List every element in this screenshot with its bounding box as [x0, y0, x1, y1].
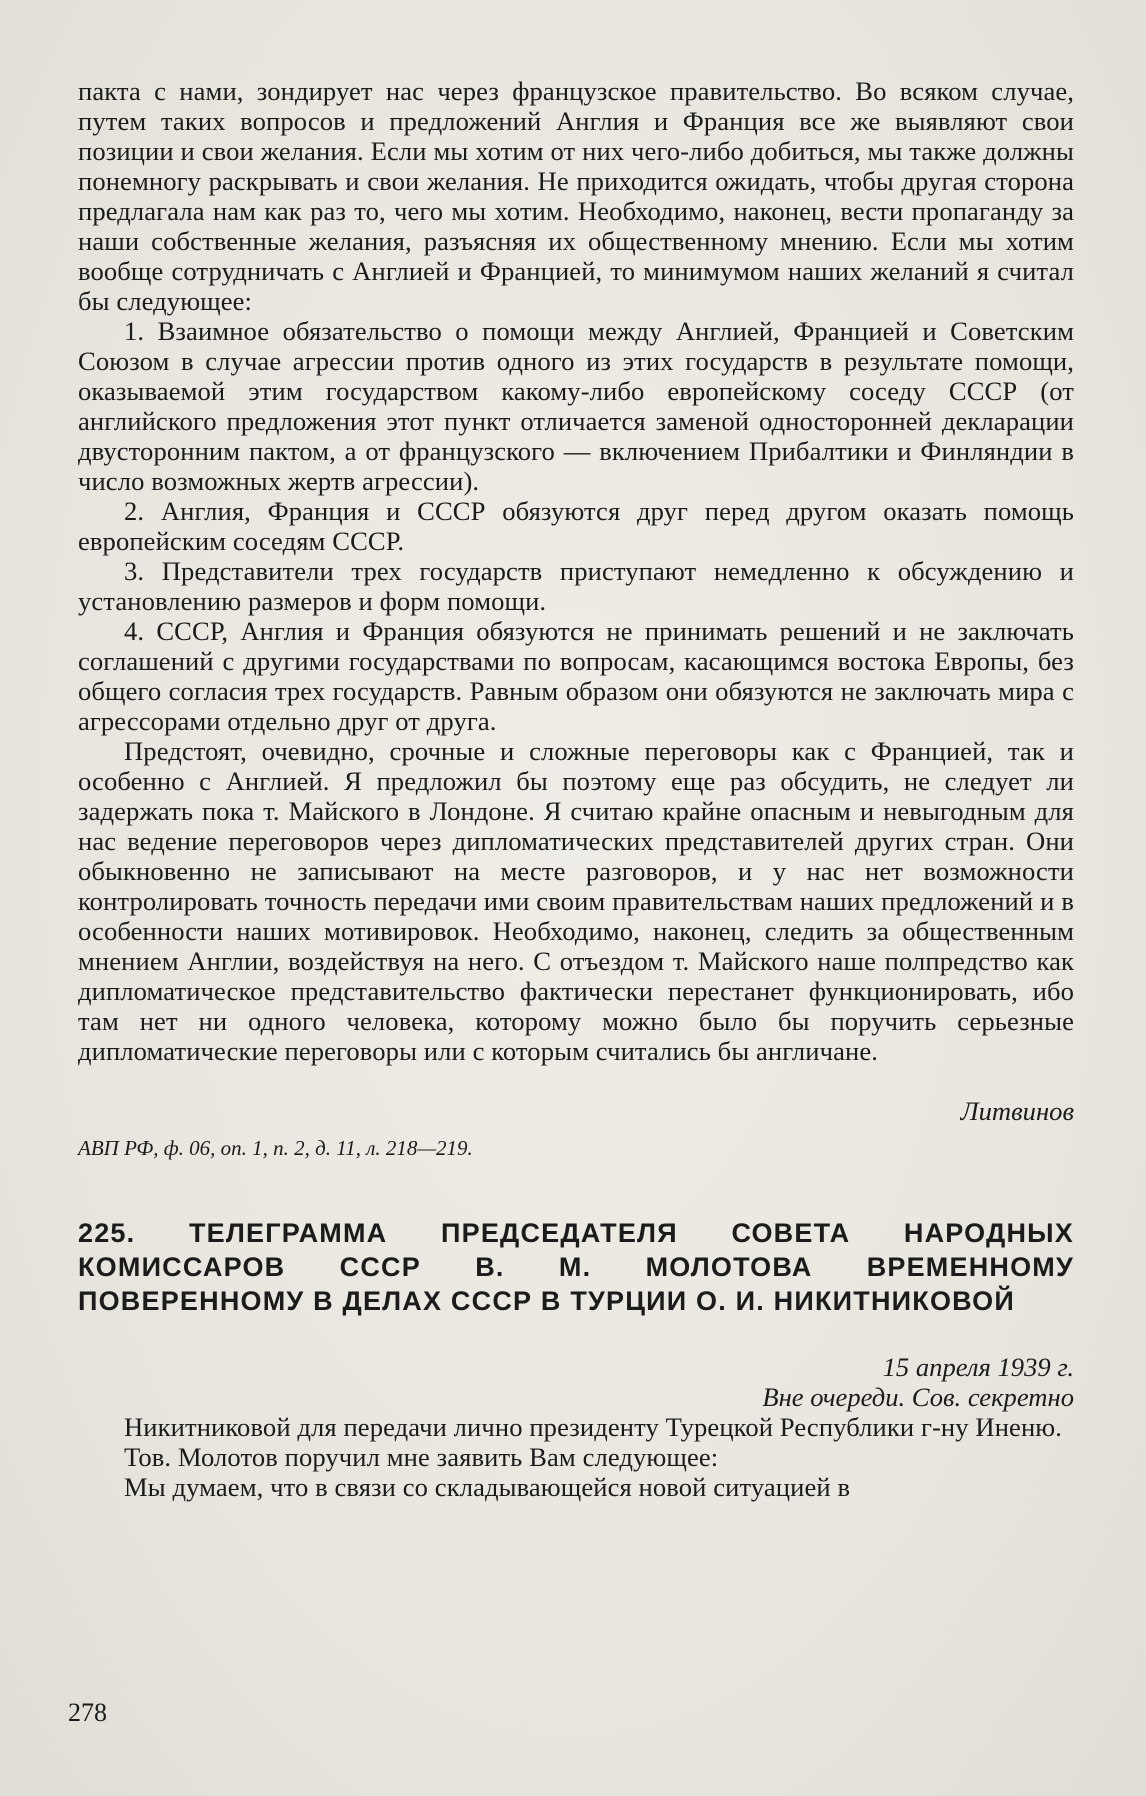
list-item: 2. Англия, Франция и СССР обязуются друг перед другом оказать помощь европейским соседям СССР. — [78, 496, 1074, 556]
text-column — [78, 76, 1074, 1502]
classification-mark: Вне очереди. Сов. секретно — [762, 1382, 1074, 1412]
addressee: Никитниковой для передачи лично президенту Турецкой Республики г-ну Иненю. — [124, 1412, 1062, 1442]
document-date: 15 апреля 1939 г. — [882, 1352, 1074, 1382]
closing-paragraph: Предстоят, очевидно, срочные и сложные переговоры как с Францией, так и особенно с Англией. Я предложил бы поэтому еще раз обсудить, не следует ли задержать пока т. Майского в Лондоне. Я считаю крайне опасным и невыгодным для нас ведение переговоров через дипломатических представителей других стран. Они обыкновенно не записывают на месте разговоров, и у нас нет возможности контролировать точность передачи ими своим правительствам наших предложений и в особенности наших мотивировок. Необходимо, наконец, следить за общественным мнением Англии, воздействуя на него. С отъездом т. Майского наше полпредство как дипломатическое представительство фактически перестанет функционировать, ибо там нет ни одного человека, которому можно было бы поручить серьезные дипломатические переговоры или с которым считались бы англичане. — [78, 736, 1074, 1066]
signature: Литвинов — [960, 1096, 1074, 1126]
list-item: 1. Взаимное обязательство о помощи между Англией, Францией и Советским Союзом в случае агрессии против одного из этих государств в результате помощи, оказываемой этим государством какому-либо европейскому соседу СССР (от английского предложения этот пункт отличается заменой односторонней декларации двусторонним пактом, а от французского — включением Прибалтики и Финляндии в число возможных жертв агрессии). — [78, 316, 1074, 496]
continued-paragraph: пакта с нами, зондирует нас через французское правительство. Во всяком случае, путем таких вопросов и предложений Англия и Франция все же выявляют свои позиции и свои желания. Если мы хотим от них чего-либо добиться, мы также должны понемногу раскрывать и свои желания. Не приходится ожидать, чтобы другая сторона предлагала нам как раз то, чего мы хотим. Необходимо, наконец, вести пропаганду за наши собственные желания, разъясняя их общественному мнению. Если мы хотим вообще сотрудничать с Англией и Францией, то минимумом наших желаний я считал бы следующее: — [78, 76, 1074, 316]
page-number: 278 — [68, 1698, 107, 1727]
archive-reference: АВП РФ, ф. 06, оп. 1, п. 2, д. 11, л. 218—219. — [78, 1136, 473, 1160]
list-item: 4. СССР, Англия и Франция обязуются не принимать решений и не заключать соглашений с другими государствами по вопросам, касающимся востока Европы, без общего согласия трех государств. Равным образом они обязуются не заключать мира с агрессорами отдельно друг от друга. — [78, 616, 1074, 736]
message-start: Мы думаем, что в связи со складывающейся новой ситуацией в — [124, 1472, 851, 1502]
instruction-line: Тов. Молотов поручил мне заявить Вам следующее: — [124, 1442, 719, 1472]
list-item: 3. Представители трех государств приступают немедленно к обсуждению и установлению размеров и форм помощи. — [78, 556, 1074, 616]
document-heading: 225. ТЕЛЕГРАММА ПРЕДСЕДАТЕЛЯ СОВЕТА НАРОДНЫХ КОМИССАРОВ СССР В. М. МОЛОТОВА ВРЕМЕННОМУ ПОВЕРЕННОМУ В ДЕЛАХ СССР В ТУРЦИИ О. И. НИКИТНИКОВОЙ — [78, 1218, 1074, 1316]
